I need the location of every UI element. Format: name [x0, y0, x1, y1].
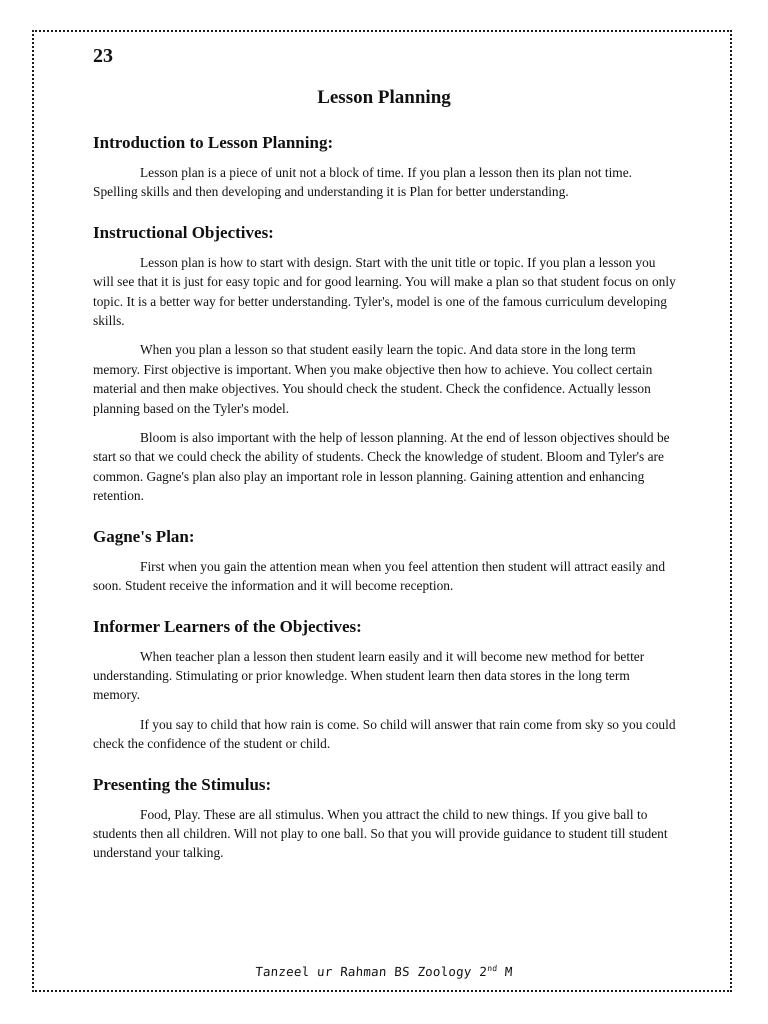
paragraph: If you say to child that how rain is come. So child will answer that rain come from sky so you could check the confidence of the student or child. [93, 716, 676, 752]
paragraph: When you plan a lesson so that student easily learn the topic. And data store in the long term memory. First objective is important. When you make objective then how to achieve. You collect certain material and then make objectives. You should check the student. Check the confidence. Actually lesson planning based on the Tyler's model. [93, 342, 653, 416]
paragraph: Food, Play. These are all stimulus. When you attract the child to new things. If you give ball to students then all children. Will not play to one ball. So that you will provide guidance to student till student understand your talking. [93, 806, 668, 861]
footer-author-text: Tanzeel ur Rahman BS Zoology 2 [254, 964, 488, 980]
section-heading: Informer Learners of the Objectives: [93, 616, 362, 636]
section-heading: Introduction to Lesson Planning: [93, 133, 334, 152]
footer-suffix: M [496, 964, 514, 980]
section-gagnes-plan [93, 526, 676, 596]
document-body [93, 132, 676, 883]
section-heading: Gagne's Plan: [93, 526, 195, 546]
footer-superscript: nd [486, 964, 498, 973]
section-informer-learners [93, 616, 676, 754]
page-number: 23 [93, 45, 113, 67]
section-introduction [93, 132, 676, 202]
page-title: Lesson Planning [317, 87, 451, 108]
paragraph: Bloom is also important with the help of lesson planning. At the end of lesson objectives should be start so that we could check the ability of students. Check the knowledge of student. Bloom and Tyler's are common. Gagne's plan also play an important role in lesson planning. Gaining attention and enhancing retention. [93, 430, 670, 504]
paragraph: Lesson plan is a piece of unit not a block of time. If you plan a lesson then its plan not time. Spelling skills and then developing and understanding it is Plan for better understanding. [93, 165, 633, 200]
paragraph: When teacher plan a lesson then student learn easily and it will become new method for better understanding. Stimulating or prior knowledge. When student learn then data stores in the long term memory. [93, 648, 645, 703]
paragraph: First when you gain the attention mean when you feel attention then student will attract easily and soon. Student receive the information and it will become reception. [93, 558, 666, 594]
section-heading: Instructional Objectives: [93, 222, 274, 242]
page-footer [0, 960, 768, 981]
section-instructional-objectives [93, 222, 676, 506]
paragraph: Lesson plan is how to start with design. Start with the unit title or topic. If you plan a lesson you will see that it is just for easy topic and for good learning. You will make a plan so that student focus on only topic. It is a better way for better understanding. Tyler's, model is one of the famous curriculum developing skills. [93, 254, 676, 329]
section-presenting-stimulus [93, 774, 676, 863]
section-heading: Presenting the Stimulus: [93, 774, 272, 794]
